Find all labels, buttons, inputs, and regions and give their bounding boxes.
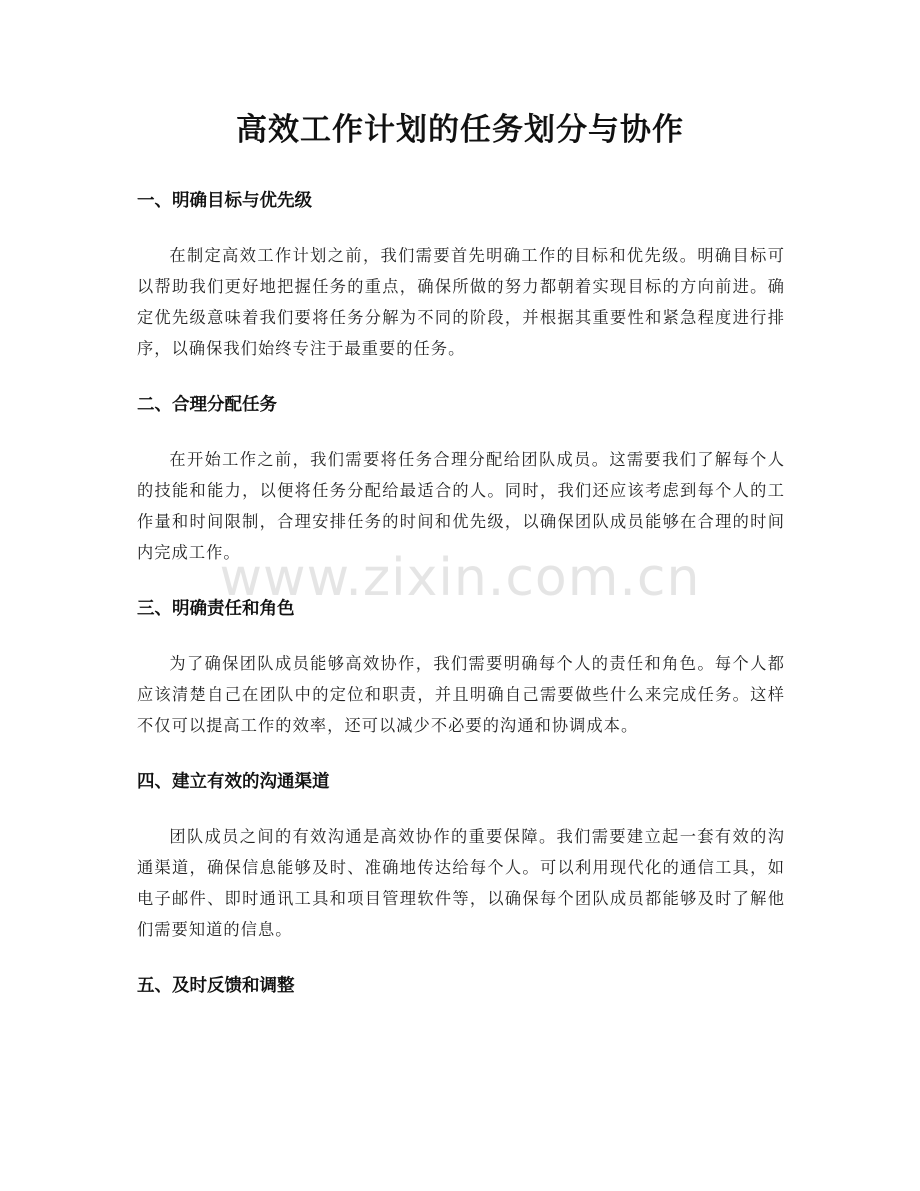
section-heading-3: 三、明确责任和角色 (137, 599, 295, 619)
section-heading-5: 五、及时反馈和调整 (137, 976, 295, 996)
section-paragraph-2: 在开始工作之前，我们需要将任务合理分配给团队成员。这需要我们了解每个人的技能和能力，以便将任务分配给最适合的人。同时，我们还应该考虑到每个人的工作量和时间限制，合理安排任务的时间和优先级，以确保团队成员能够在合理的时间内完成工作。 (137, 450, 785, 562)
section-heading-4: 四、建立有效的沟通渠道 (137, 772, 330, 792)
watermark-text: www.zixin.com.cn (219, 548, 701, 608)
section-paragraph-1: 在制定高效工作计划之前，我们需要首先明确工作的目标和优先级。明确目标可以帮助我们更好地把握任务的重点，确保所做的努力都朝着实现目标的方向前进。确定优先级意味着我们要将任务分解为不同的阶段，并根据其重要性和紧急程度进行排序，以确保我们始终专注于最重要的任务。 (137, 246, 785, 358)
section-paragraph-3: 为了确保团队成员能够高效协作，我们需要明确每个人的责任和角色。每个人都应该清楚自己在团队中的定位和职责，并且明确自己需要做些什么来完成任务。这样不仅可以提高工作的效率，还可以减少不必要的沟通和协调成本。 (137, 654, 785, 735)
section-heading-1: 一、明确目标与优先级 (137, 191, 312, 211)
section-heading-2: 二、合理分配任务 (137, 395, 277, 415)
section-paragraph-4: 团队成员之间的有效沟通是高效协作的重要保障。我们需要建立起一套有效的沟通渠道，确保信息能够及时、准确地传达给每个人。可以利用现代化的通信工具，如电子邮件、即时通讯工具和项目管理软件等，以确保每个团队成员都能够及时了解他们需要知道的信息。 (137, 827, 785, 939)
page-title: 高效工作计划的任务划分与协作 (236, 112, 684, 148)
document-body (137, 186, 785, 1001)
